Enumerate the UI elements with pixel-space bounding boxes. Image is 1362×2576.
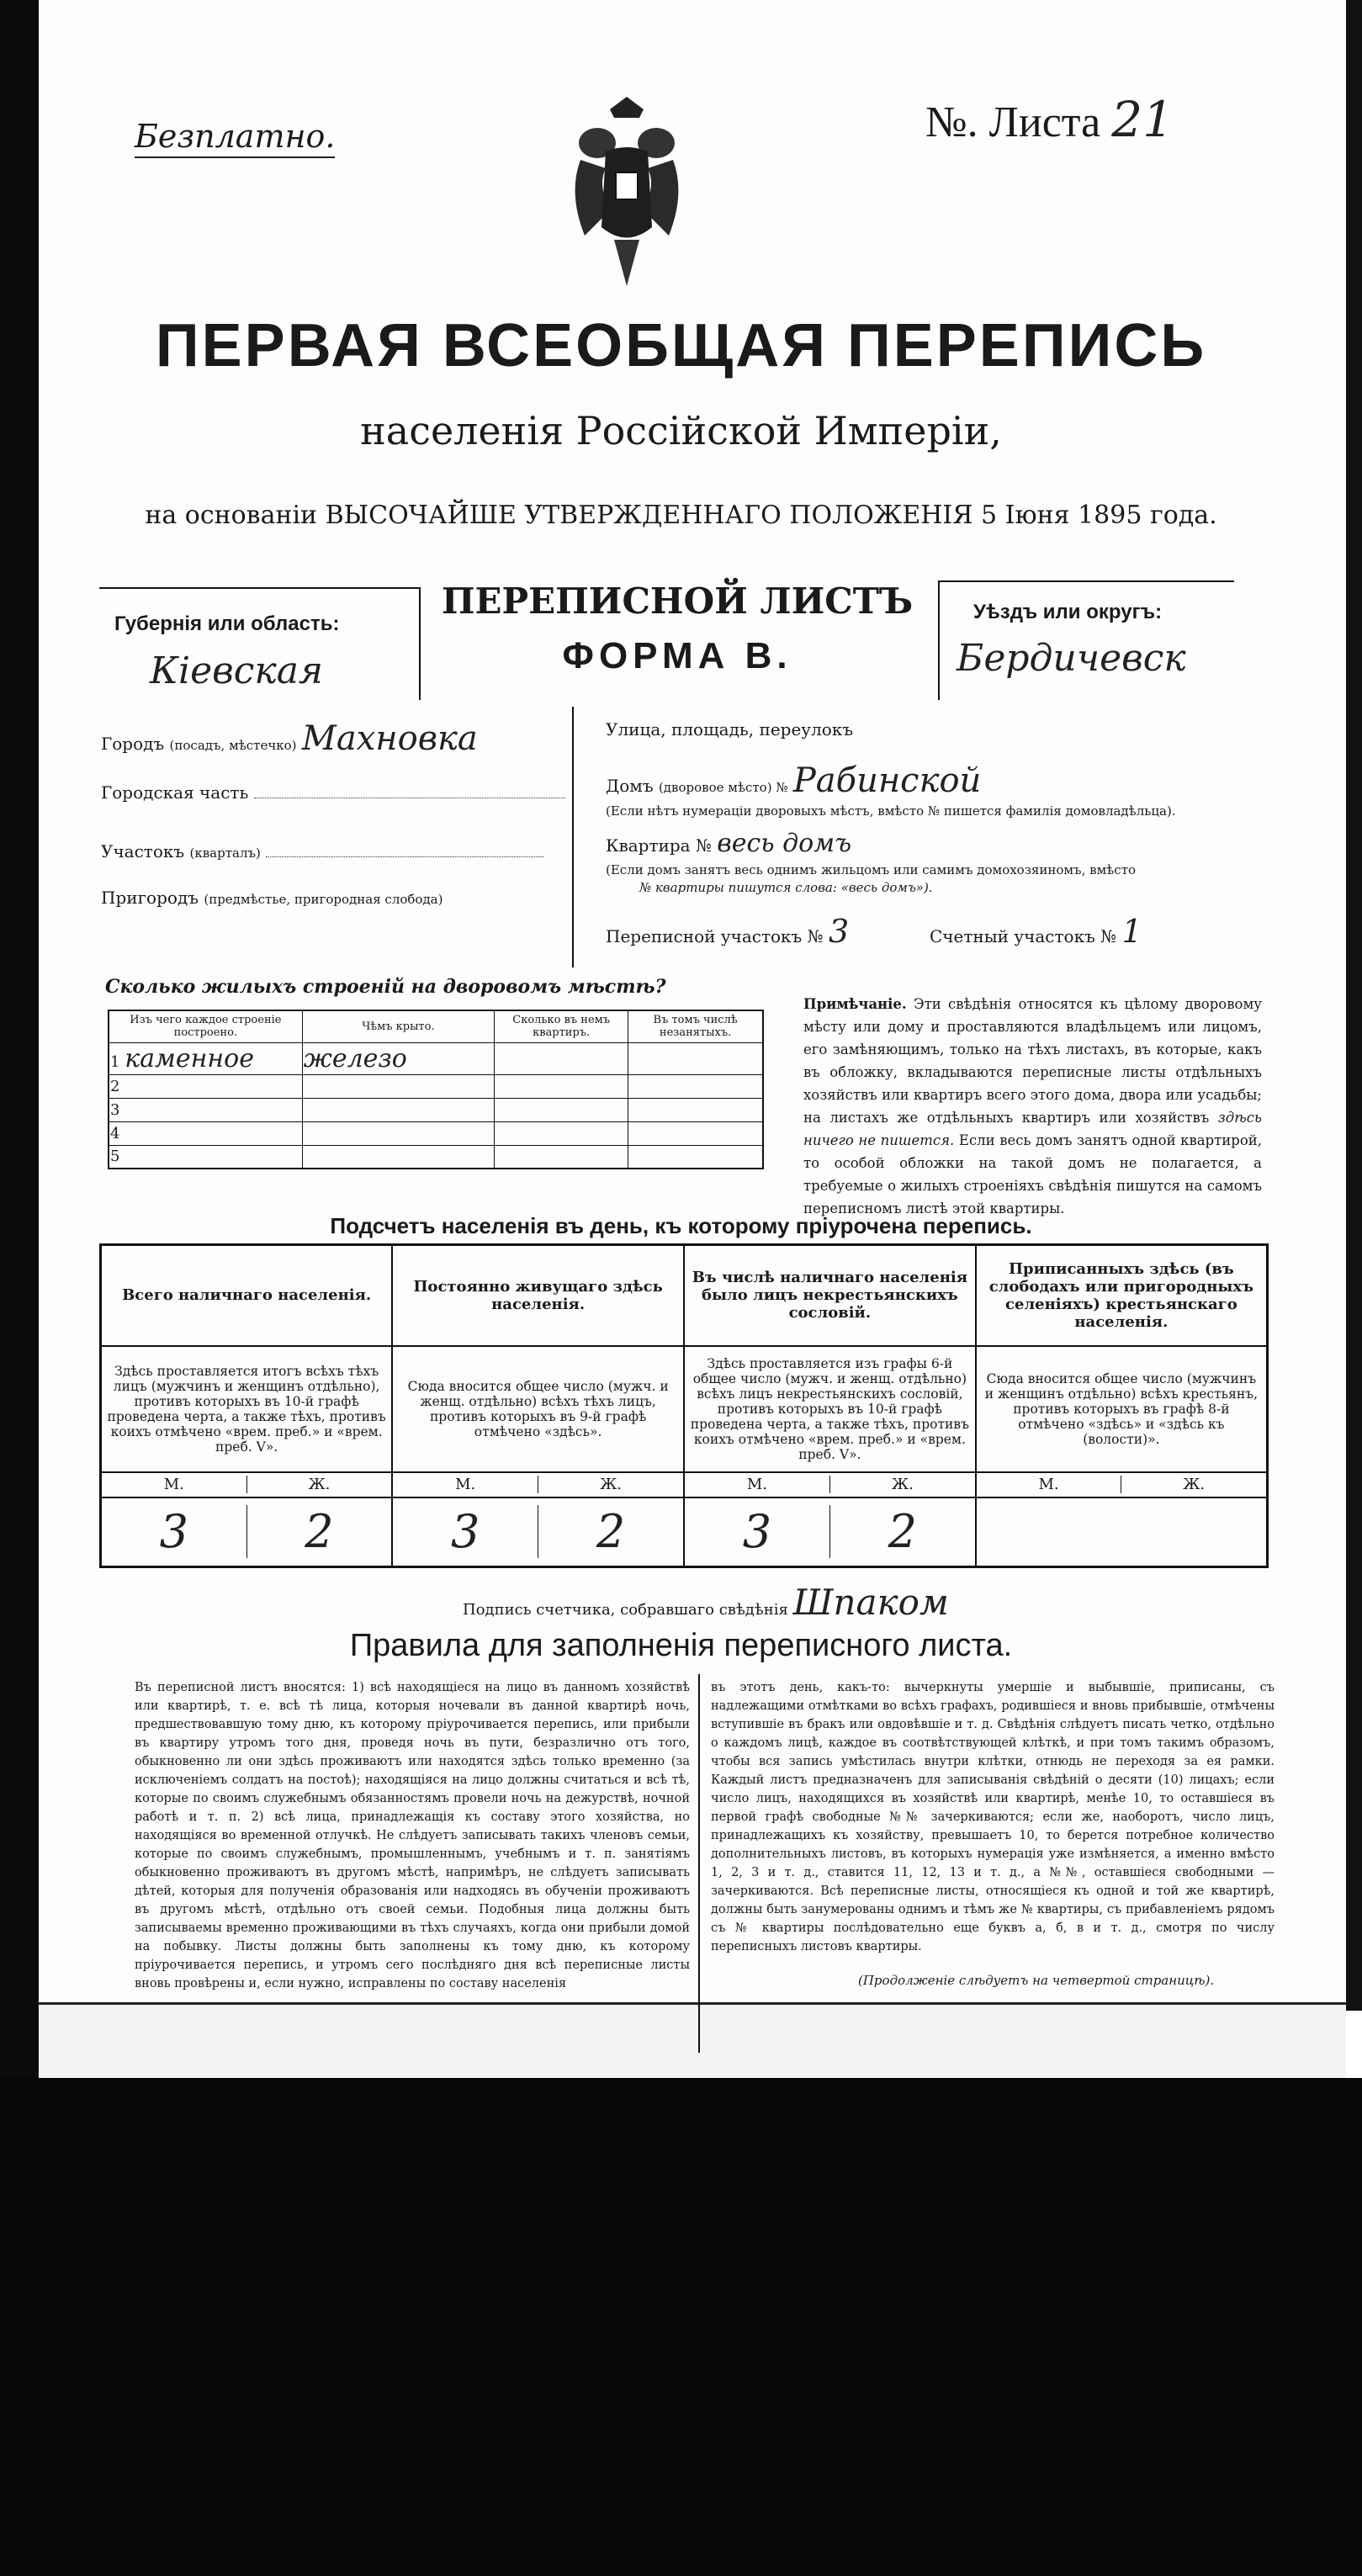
male-label: М.: [102, 1476, 247, 1493]
female-count: 2: [596, 1505, 626, 1558]
row-number: 5: [109, 1145, 302, 1169]
buildings-row: [109, 1121, 763, 1145]
sheet-number-value: 21: [1111, 91, 1174, 148]
female-label: Ж.: [308, 1476, 331, 1493]
count-section-field: [930, 913, 1142, 950]
female-count: 2: [305, 1505, 334, 1558]
male-count: 3: [685, 1505, 830, 1558]
rules-continued: (Продолженіе слѣдуетъ на четвертой страницѣ).: [858, 1973, 1215, 1988]
rules-heading: Правила для заполненія переписного листа.: [349, 1628, 1013, 1663]
buildings-col-roof: Чѣмъ крыто.: [302, 1010, 494, 1042]
city-field: [101, 719, 572, 758]
free-label: Безплатно.: [135, 118, 335, 158]
scan-bottom-strip: [39, 2002, 1346, 2085]
census-section-label: Переписной участокъ №: [606, 926, 824, 946]
house-value: Рабинской: [792, 761, 982, 800]
row-number: 4: [109, 1121, 302, 1145]
census-section-field: [606, 913, 849, 950]
count-col-desc: Сюда вносится общее число (мужчинъ и женщинъ отдѣльно) всѣхъ крестьянъ, противъ которыхъ въ графѣ 8-й отмѣчено «здѣсь» и «здѣсь къ (волости)».: [976, 1346, 1268, 1472]
signature-label: Подпись счетчика, собравшаго свѣдѣнія: [463, 1601, 788, 1619]
city-hint: (посадъ, мѣстечко): [169, 738, 297, 753]
uezd-box: [938, 580, 1234, 700]
city-label: Городъ: [101, 734, 165, 754]
rules-left-column: Въ переписной листъ вносятся: 1) всѣ находящіеся на лицо въ данномъ хозяйствѣ или квартирѣ, т. е. всѣ тѣ лица, которыя ночевали въ данной квартирѣ ночь, предшествовавшую тому дню, къ которому пріурочивается перепись, или прибыли въ квартиру утромъ того дня, проведя ночь въ пути, безразлично отъ того, обыкновенно ли они здѣсь проживаютъ или находятся здѣсь только временно (за исключеніемъ солдатъ на постоѣ); находящіяся на лицо должны считаться и всѣ тѣ, которые по своимъ служебнымъ обязанностямъ провели ночь на дежурствѣ, ночной работѣ и т. п. 2) всѣ лица, принадлежащія къ составу этого хозяйства, но находящіяся во временной отлучкѣ. Не слѣдуетъ записывать такихъ членовъ семьи, которые по своимъ служебнымъ, промышленнымъ, учебнымъ и т. п. занятіямъ обыкновенно проживаютъ въ другомъ мѣстѣ, напримѣръ, не слѣдуетъ записывать дѣтей, которыя для полученія образованія или надходясь въ обученіи проживаютъ въ другомъ мѣстѣ, отдѣльно отъ своей семьи. Подобныя лица должны быть записываемы временно проживающими въ тѣхъ случаяхъ, когда они прибыли домой на побывку. Листы должны быть заполнены къ тому дню, къ которому пріурочивается перепись, и утромъ сего послѣдняго дня всѣ переписные листы вновь провѣрены и, если нужно, исправлены по составу населенія: [135, 1681, 690, 1990]
count-heading: Подсчетъ населенія въ день, къ которому пріурочена перепись.: [330, 1213, 1032, 1238]
note-block: [803, 993, 1262, 1220]
subtitle: населенія Россійской Имперіи,: [360, 408, 1002, 453]
female-label: Ж.: [891, 1476, 914, 1493]
street-label: Улица, площадь, переулокъ: [606, 719, 854, 739]
apartment-note-2: № квартиры пишутся слова: «весь домъ»).: [639, 880, 933, 895]
count-col-title: Всего наличнаго населенія.: [101, 1245, 393, 1346]
note-label: Примѣчаніе.: [803, 996, 907, 1012]
uchastok-label: Участокъ: [101, 841, 185, 861]
uchastok-hint: (кварталъ): [189, 845, 261, 861]
sheet-number-label: №. Листа: [925, 98, 1101, 146]
count-col-desc: Здѣсь проставляется итогъ всѣхъ тѣхъ лицъ (мужчинъ и женщинъ отдѣльно), противъ которыхъ въ 10-й графѣ проведена черта, а также тѣхъ, противъ коихъ отмѣчено «врем. преб.» и «врем. преб. V».: [101, 1346, 393, 1472]
population-count-table: [99, 1243, 1269, 1568]
census-section-value: 3: [828, 913, 850, 950]
note-text-2: Если весь домъ занятъ одной квартирой, то особой обложки на такой домъ не полагается, а требуемые о жилыхъ строеніяхъ свѣдѣнія пишутся на самомъ переписномъ листѣ этой квартиры.: [803, 1132, 1263, 1216]
male-label: М.: [393, 1476, 538, 1493]
uchastok-line: [266, 856, 543, 857]
house-field: [606, 761, 1245, 800]
count-col-desc: Сюда вносится общее число (мужч. и женщ. отдѣльно) всѣхъ тѣхъ лицъ, противъ которыхъ въ 9-й графѣ отмѣчено «здѣсь».: [392, 1346, 684, 1472]
prigorod-field: [101, 888, 572, 908]
house-label: Домъ: [606, 776, 654, 796]
material-value: каменное: [125, 1043, 254, 1073]
roof-value: железо: [302, 1042, 494, 1074]
apartment-value: весь домъ: [717, 829, 852, 858]
city-part-label: Городская часть: [101, 782, 249, 803]
sheet-title: ПЕРЕПИСНОЙ ЛИСТЪ: [441, 580, 914, 622]
count-col-title: Въ числѣ наличнаго населенія было лицъ некрестьянскихъ сословій.: [684, 1245, 976, 1346]
buildings-row: [109, 1042, 763, 1074]
male-label: М.: [685, 1476, 830, 1493]
guberniya-label: Губернія или область:: [114, 612, 340, 635]
buildings-row: [109, 1145, 763, 1169]
buildings-table: [108, 1010, 764, 1169]
apartment-field: [606, 829, 1245, 858]
city-part-field: [101, 782, 572, 803]
buildings-col-material: Изъ чего каждое строеніе построено.: [109, 1010, 302, 1042]
sheet-number: [925, 91, 1174, 148]
buildings-heading: Сколько жилыхъ строеній на дворовомъ мѣстѣ?: [105, 976, 666, 998]
count-col-title: Приписанныхъ здѣсь (въ слободахъ или пригородныхъ селеніяхъ) крестьянскаго населенія.: [976, 1245, 1268, 1346]
main-title: ПЕРВАЯ ВСЕОБЩАЯ ПЕРЕПИСЬ: [155, 312, 1207, 379]
uchastok-field: [101, 841, 572, 861]
guberniya-value: Кіевская: [150, 649, 324, 692]
prigorod-label: Пригородъ: [101, 888, 199, 908]
male-count: 3: [102, 1505, 247, 1558]
rules-right-column: въ этотъ день, какъ-то: вычеркнуты умершіе и выбывшіе, приписаны, съ надлежащими отмѣтками во всѣхъ графахъ, родившіеся и вновь прибывшіе, отмѣчены вступившіе въ бракъ или овдовѣвшіе и т. д. Свѣдѣнія слѣдуетъ писать четко, отдѣльно о каждомъ лицѣ, каждое въ соотвѣтствующей клѣткѣ, и при томъ такимъ образомъ, чтобы вся запись умѣстилась внутри клѣтки, отнюдь не переходя за ея рамки. Каждый листъ предназначенъ для записыванія свѣдѣній о десяти (10) лицахъ; если число лицъ, находящихся въ хозяйствѣ или квартирѣ, менѣе 10, то оставшіеся въ первой графѣ свободные №№ зачеркиваются; если же, наоборотъ, число лицъ, принадлежащихъ къ хозяйству, превышаетъ 10, то берется потребное количество дополнительныхъ листовъ, въ которыхъ нумерація уже измѣняется, а именно вмѣсто 1, 2, 3 и т. д., ставится 11, 12, 13 и т. д., а №№, оставшіеся свободными — зачеркиваются. Всѣ переписные листы, относящіеся къ одной и той же квартирѣ, должны быть занумерованы однимъ и тѣмъ же № квартиры, съ прибавленіемъ рядомъ съ № квартиры послѣдовательно еще буквъ а, б, в и т. д., смотря по числу переписныхъ листовъ квартиры.: [711, 1681, 1275, 1953]
note-text-1: Эти свѣдѣнія относятся къ цѣлому дворовому мѣсту или дому и проставляются владѣльцемъ или лицомъ, его замѣняющимъ, только на тѣхъ листахъ, въ которые, какъ въ обложку, вкладываются переписные листы отдѣльныхъ хозяйствъ или квартиръ всего этого дома, двора или усадьбы; на листахъ же отдѣльныхъ квартиръ или хозяйствъ: [803, 996, 1262, 1126]
female-label: Ж.: [1183, 1476, 1206, 1493]
count-col-title: Постоянно живущаго здѣсь населенія.: [392, 1245, 684, 1346]
buildings-row: [109, 1074, 763, 1098]
double-headed-eagle-icon: [564, 93, 690, 294]
male-count: 3: [393, 1505, 538, 1558]
female-count: 2: [888, 1505, 917, 1558]
address-divider: [572, 707, 574, 967]
city-value: Махновка: [301, 719, 478, 758]
note-italic: здѣсь ничего не пишется.: [803, 1110, 1262, 1148]
uezd-label: Уѣздъ или округъ:: [973, 601, 1163, 623]
rules-divider: [698, 1674, 700, 2053]
count-section-label: Счетный участокъ №: [930, 926, 1117, 946]
apartment-label: Квартира №: [606, 835, 712, 856]
count-col-desc: Здѣсь проставляется изъ графы 6-й общее число (мужч. и женщ. отдѣльно) всѣхъ лицъ некрестьянскихъ сословій, противъ которыхъ въ 10-й графѣ проведена черта, а также тѣхъ, противъ коихъ отмѣчено «врем. преб.» и «врем. преб. V».: [684, 1346, 976, 1472]
scan-black-area: [0, 2078, 1362, 2576]
buildings-col-apartments: Сколько въ немъ квартиръ.: [495, 1010, 628, 1042]
signature-field: [463, 1582, 949, 1623]
uezd-value: Бердичевск: [957, 637, 1186, 680]
house-note: (Если нѣтъ нумераціи дворовыхъ мѣстъ, вмѣсто № пишется фамилія домовладѣльца).: [606, 803, 1176, 819]
form-name: ФОРМА В.: [562, 635, 792, 676]
count-section-value: 1: [1121, 913, 1142, 950]
buildings-col-vacant: Въ томъ числѣ незанятыхъ.: [628, 1010, 763, 1042]
buildings-row: [109, 1098, 763, 1121]
row-number: 2: [109, 1074, 302, 1098]
legal-basis: на основаніи ВЫСОЧАЙШЕ УТВЕРЖДЕННАГО ПОЛОЖЕНІЯ 5 Іюня 1895 года.: [145, 501, 1217, 530]
signature-value: Шпаком: [792, 1582, 949, 1623]
female-label: Ж.: [600, 1476, 623, 1493]
row-number: 3: [109, 1098, 302, 1121]
male-label: М.: [977, 1476, 1122, 1493]
house-hint: (дворовое мѣсто) №: [658, 780, 788, 795]
prigorod-hint: (предмѣстье, пригородная слобода): [204, 892, 443, 907]
scan-border-right: [1346, 0, 1362, 2011]
guberniya-box: [99, 587, 421, 700]
apartment-note-1: (Если домъ занятъ весь однимъ жильцомъ или самимъ домохозяиномъ, вмѣсто: [606, 862, 1137, 877]
row-number: 1: [110, 1052, 120, 1071]
